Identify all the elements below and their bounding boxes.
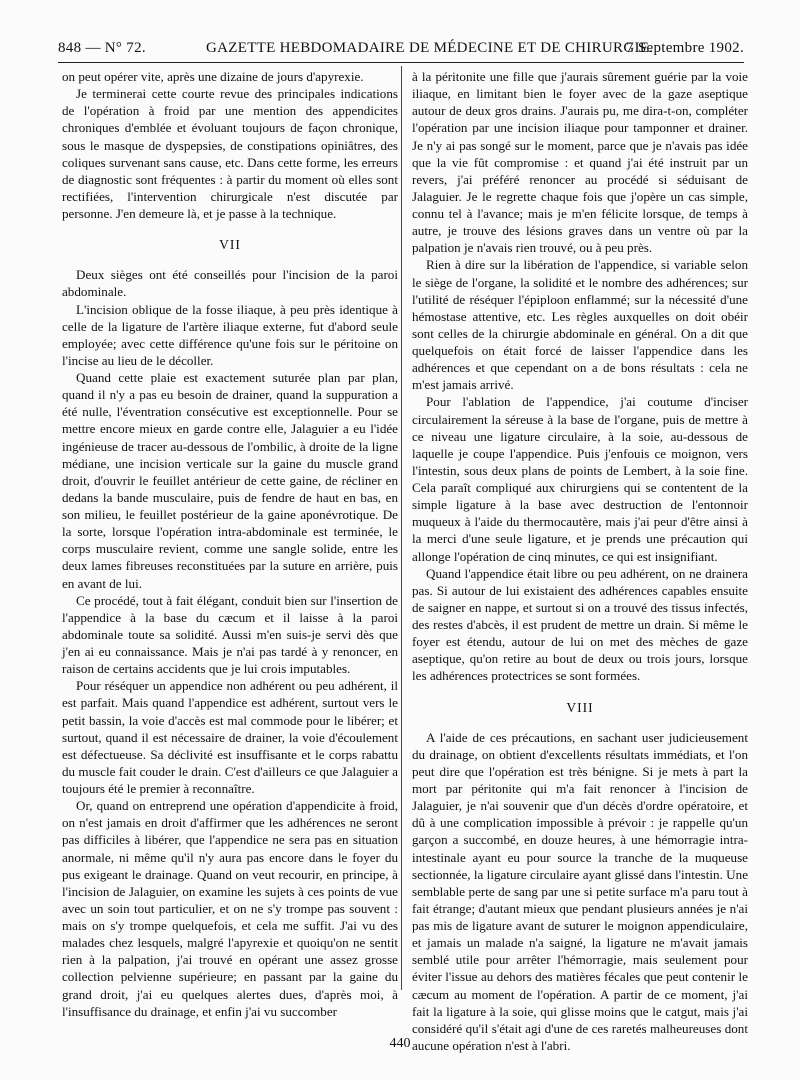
left-column: [62, 68, 398, 1020]
column-divider: [401, 66, 402, 990]
page-number-issue: 848 — N° 72.: [58, 40, 146, 56]
paragraph: A l'aide de ces précautions, en sachant user judicieusement du drainage, on obtient d'excellents résultats immédiats, et l'on peut dire que l'opération est très bénigne. Si je mets à part la mort par péritonite qui m'a fait renoncer à l'incision de Jalaguier, je n'ai souvenir que d'un décès d'ordre opératoire, et dû à une complication impossible à prévoir : je rappelle qu'un garçon a succombé, en douze heures, à une hémorragie intra-intestinale ayant eu pour source la tranche de la muqueuse sectionnée, la ligature circulaire ayant glissé dans l'intestin. Une semblable perte de sang par une si petite surface m'a paru tout à fait étrange; d'autant mieux que pendant plusieurs années je n'ai pas mis de ligature avant de suturer le moignon appendiculaire, et jamais un malade n'a saigné, la ligature ne m'avait jamais semblé utile pour arrêter l'hémorragie, mais seulement pour éviter l'issue au dehors des matières fécales que peut contenir le cæcum au moment de l'opération. A partir de ce moment, j'ai fait la ligature à la soie, qui glisse moins que le catgut, mais j'ai considéré qu'il s'était agi d'une de ces raretés malheureuses dont aucune opération n'est à l'abri.: [412, 729, 748, 1053]
paragraph: Quand l'appendice était libre ou peu adhérent, on ne drainera pas. Si autour de lui existaient des adhérences capables ensuite de saigner en nappe, et surtout si on a trouvé des tissus infectés, des restes d'abcès, il est prudent de mettre un drain. Si même le foyer est étendu, autour de lui on met des mèches de gaze aseptique, qu'on retire au bout de deux ou trois jours, lorsque les adhérences protectrices se sont formées.: [412, 565, 748, 684]
paragraph: L'incision oblique de la fosse iliaque, à peu près identique à celle de la ligature de l'artère iliaque externe, fut d'abord seule employée; avec cette différence qu'une fois sur le péritoine on l'incise au lieu de le décoller.: [62, 301, 398, 368]
header-rule: [58, 62, 744, 63]
paragraph: Je terminerai cette courte revue des principales indications de l'opération à froid par une mention des appendicites chroniques d'emblée et évoluant toujours de façon chronique, sous le masque de dyspepsies, de constipations opiniâtres, des coliques survenant sans cause, etc. Dans cette forme, les erreurs de diagnostic sont fréquentes : à partir du moment où elles sont rectifiées, l'intervention chirurgicale n'est discutée par personne. J'en demeure là, et je passe à la technique.: [62, 86, 398, 221]
paragraph: Ce procédé, tout à fait élégant, conduit bien sur l'insertion de l'appendice à la base du cæcum et il laisse à la paroi abdominale toute sa solidité. Aussi m'en suis-je servi dès que j'en ai eu connaissance. Mais je n'ai pas tardé à y renoncer, en raison de certains accidents que je lui crois imputables.: [62, 592, 398, 677]
right-column: [412, 68, 748, 1054]
paragraph: Rien à dire sur la libération de l'appendice, si variable selon le siège de l'organe, la solidité et le nombre des adhérences; sur l'utilité de réséquer l'épiploon enflammé; sur la nécessité d'une hémostase attentive, etc. Les règles auxquelles on doit obéir sont celles de la chirurgie abdominale en général. On a dit que quelquefois on était forcé de laisser l'appendice dans les adhérences et que cependant on a de bons résultats : cela ne m'est jamais arrivé.: [412, 257, 748, 393]
paragraph: Deux sièges ont été conseillés pour l'incision de la paroi abdominale.: [62, 267, 398, 300]
folio-number: 440: [389, 1036, 411, 1051]
running-header: [58, 36, 744, 62]
paragraph: à la péritonite une fille que j'aurais sûrement guérie par la voie iliaque, en limitant bien le foyer avec de la gaze aseptique autour de deux gros drains. J'aurais pu, me dira-t-on, compléter l'opération par une incision iliaque pour tamponner et drainer. Je n'y ai pas songé sur le moment, parce que je n'avais pas idée que la vie fût compromise : et quand j'ai été instruit par un revers, j'ai préféré renoncer au procédé si séduisant de Jalaguier. Je le regrette chaque fois que j'opère un cas simple, connu tel à l'avance; mais je m'en félicite lorsque, de temps à autre, je trouve des lésions graves dans un ventre où par la palpation je n'avais rien trouvé, ou à peu près.: [412, 69, 748, 256]
paragraph: on peut opérer vite, après une dizaine de jours d'apyrexie.: [62, 69, 364, 84]
journal-title: GAZETTE HEBDOMADAIRE DE MÉDECINE ET DE CHIRURGIE.: [206, 40, 654, 56]
paragraph: Pour réséquer un appendice non adhérent ou peu adhérent, il est parfait. Mais quand l'appendice est adhérent, surtout vers le petit bassin, la voie d'accès est mal commode pour le libérer; et surtout, quand il est nécessaire de drainer, la voie d'écoulement est défectueuse. Sa déclivité est insuffisante et le corps rabattu du muscle fait couder le drain. C'est d'ailleurs ce que Jalaguier a toujours été le premier à reconnaître.: [62, 678, 398, 796]
paragraph: Or, quand on entreprend une opération d'appendicite à froid, on n'est jamais en droit d'affirmer que les adhérences ne seront pas difficiles à libérer, que l'appendice ne sera pas en situation anormale, ni même qu'il n'y aura pas encore dans le foyer du pus exigeant le drainage. Quand on veut recourir, en principe, à l'incision de Jalaguier, on examine les sujets à ces points de vue avec un soin tout particulier, et on ne s'y trompe pas souvent : mais on s'y trompe quelquefois, et cela me suffit. J'ai vu des malades chez lesquels, malgré l'apyrexie et quoiqu'on ne sentit rien à la palpation, j'ai trouvé en opérant une assez grosse collection pelvienne supérieure; en passant par la gaine du grand droit, j'ai eu quelques alertes dues, d'après moi, à l'insuffisance du drainage, et enfin j'ai vu succomber: [62, 798, 398, 1019]
paragraph: Quand cette plaie est exactement suturée plan par plan, quand il n'y a pas eu besoin de drainer, quand la suppuration a été nulle, l'éventration consécutive est exceptionnelle. Pour se mettre encore mieux en garde contre elle, Jalaguier a eu l'idée ingénieuse de tracer au-dessous de l'ombilic, à droite de la ligne médiane, une incision verticale sur la gaine du muscle grand droit, d'ouvrir le feuillet antérieur de cette gaine, de récliner en dedans la bande musculaire, puis de fendre de haut en bas, en son milieu, le feuillet postérieur de la gaine aponévrotique. De la sorte, lorsque l'opération intra-abdominale est terminée, le corps musculaire revient, comme une sangle solide, entre les deux lames fibreuses reconstituées par la suture en arrière, puis en avant de lui.: [62, 370, 398, 591]
paragraph: Pour l'ablation de l'appendice, j'ai coutume d'inciser circulairement la séreuse à la base de l'organe, puis de mettre à ce niveau une ligature circulaire, à la soie, au-dessous de laquelle je coupe l'appendice. Puis j'enfouis ce moignon, vers l'intestin, sous deux plans de points de Lembert, à la soie fine. Cela paraît compliqué aux chirurgiens qui se contentent de la simple ligature à la base avec destruction de l'entonnoir muqueux à l'aide du thermocautère, mais j'ai peur d'être ainsi à la merci d'une seule ligature, et je prends une précaution qui allonge l'opération de cinq minutes, ce qui est insignifiant.: [412, 394, 748, 564]
section-heading: VIII: [566, 699, 594, 715]
section-heading: VII: [219, 237, 241, 253]
issue-date: 7 Septembre 1902.: [626, 40, 744, 56]
